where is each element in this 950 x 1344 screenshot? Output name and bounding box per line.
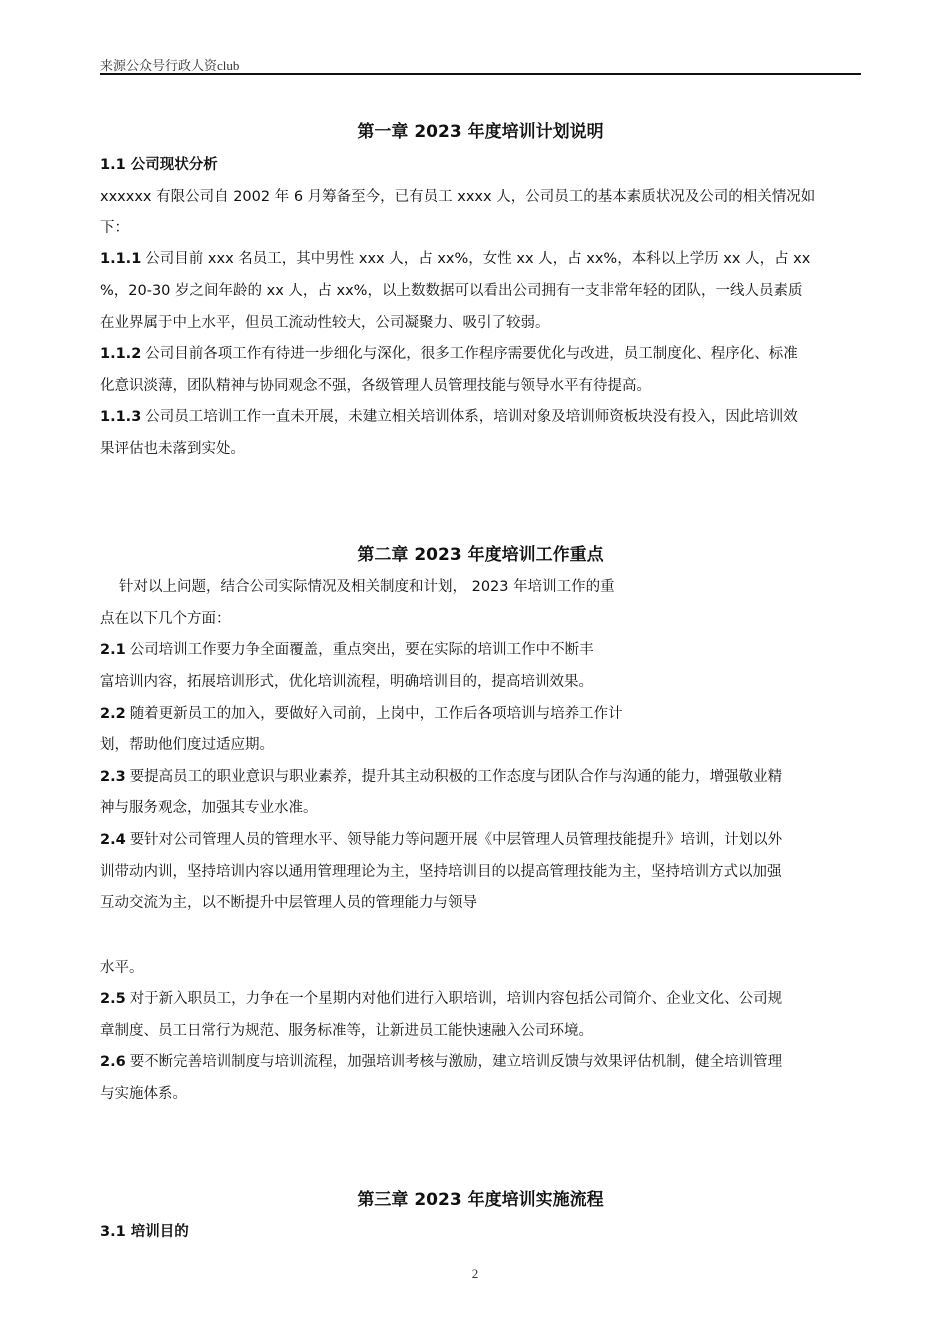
para-1-1-1-text: 公司目前 xxx 名员工，其中男性 xxx 人，占 xx%，女性 xx 人，占 xx%，本科以上学历 xx 人，占 xx	[145, 251, 811, 267]
para-2-5-number: 2.5	[100, 991, 126, 1007]
para-2-2-line-1	[100, 704, 623, 724]
chapter-1-intro-line-2: 下：	[100, 220, 129, 236]
para-1-1-2-text: 公司目前各项工作有待进一步细化与深化，很多工作程序需要优化与改进，员工制度化、程序化、标准	[145, 346, 798, 362]
chapter-2-intro-line-2: 点在以下几个方面：	[100, 611, 231, 627]
para-1-1-3-text: 公司员工培训工作一直未开展，未建立相关培训体系，培训对象及培训师资板块没有投入，因此培训效	[145, 409, 798, 425]
para-1-1-3-number: 1.1.3	[100, 409, 142, 425]
para-2-3-line-1	[100, 767, 782, 787]
para-2-4-line-1	[100, 830, 782, 850]
para-2-1-text: 公司培训工作要力争全面覆盖，重点突出，要在实际的培训工作中不断丰	[129, 642, 594, 658]
para-2-2-line-2: 划，帮助他们度过适应期。	[100, 737, 274, 753]
para-2-2-number: 2.2	[100, 706, 126, 722]
page-number: 2	[471, 1266, 479, 1281]
para-2-2-text: 随着更新员工的加入，要做好入司前，上岗中，工作后各项培训与培养工作计	[129, 706, 623, 722]
para-1-1-1-line-3: 在业界属于中上水平，但员工流动性较大，公司凝聚力、吸引了较弱。	[100, 315, 550, 331]
para-1-1-2-line-1	[100, 344, 798, 364]
para-2-6-number: 2.6	[100, 1054, 126, 1070]
page-header-text: 来源公众号行政人资club	[100, 58, 240, 73]
para-1-1-2-line-2: 化意识淡薄，团队精神与协同观念不强，各级管理人员管理技能与领导水平有待提高。	[100, 378, 651, 394]
chapter-1-intro-line-1: xxxxxx 有限公司自 2002 年 6 月筹备至今，已有员工 xxxx 人，公司员工的基本素质状况及公司的相关情况如	[100, 189, 816, 205]
para-2-1-line-2: 富培训内容，拓展培训形式，优化培训流程，明确培训目的，提高培训效果。	[100, 674, 593, 690]
para-2-5-text: 对于新入职员工，力争在一个星期内对他们进行入职培训，培训内容包括公司简介、企业文化、公司规	[129, 991, 783, 1007]
section-1-1-title: 1.1 公司现状分析	[100, 157, 218, 173]
para-2-4-line-2: 训带动内训，坚持培训内容以通用管理理论为主，坚持培训目的以提高管理技能为主，坚持培训方式以加强	[100, 864, 782, 880]
header-divider	[100, 73, 861, 75]
para-2-4-number: 2.4	[100, 832, 126, 848]
para-1-1-1-number: 1.1.1	[100, 251, 142, 267]
para-2-4-line-3: 互动交流为主，以不断提升中层管理人员的管理能力与领导	[100, 895, 477, 911]
para-2-1-number: 2.1	[100, 642, 126, 658]
para-2-3-text: 要提高员工的职业意识与职业素养，提升其主动积极的工作态度与团队合作与沟通的能力，增强敬业精	[129, 769, 783, 785]
para-1-1-3-line-1	[100, 407, 798, 427]
chapter-3-title: 第三章 2023 年度培训实施流程	[357, 1190, 604, 1210]
para-2-5-line-2: 章制度、员工日常行为规范、服务标准等，让新进员工能快速融入公司环境。	[100, 1023, 593, 1039]
chapter-1-title: 第一章 2023 年度培训计划说明	[357, 122, 604, 142]
para-2-6-text: 要不断完善培训制度与培训流程，加强培训考核与激励，建立培训反馈与效果评估机制，健全培训管理	[129, 1054, 783, 1070]
para-2-5-line-1	[100, 989, 782, 1009]
chapter-2-intro-line-1: 针对以上问题，结合公司实际情况及相关制度和计划， 2023 年培训工作的重	[119, 579, 615, 595]
chapter-2-title: 第二章 2023 年度培训工作重点	[357, 545, 604, 565]
para-2-4-text: 要针对公司管理人员的管理水平、领导能力等问题开展《中层管理人员管理技能提升》培训，计划以外	[129, 832, 783, 848]
para-1-1-1-line-2: %，20-30 岁之间年龄的 xx 人，占 xx%，以上数数据可以看出公司拥有一支非常年轻的团队，一线人员素质	[100, 283, 803, 299]
para-2-1-line-1	[100, 640, 594, 660]
section-3-1-title: 3.1 培训目的	[100, 1224, 189, 1240]
para-1-1-3-line-2: 果评估也未落到实处。	[100, 441, 245, 457]
para-1-1-1-line-1	[100, 249, 810, 269]
para-2-6-line-2: 与实施体系。	[100, 1086, 187, 1102]
para-2-3-line-2: 神与服务观念，加强其专业水准。	[100, 800, 318, 816]
para-1-1-2-number: 1.1.2	[100, 346, 142, 362]
para-2-3-number: 2.3	[100, 769, 126, 785]
para-2-6-line-1	[100, 1052, 782, 1072]
para-2-4-line-4: 水平。	[100, 960, 144, 976]
